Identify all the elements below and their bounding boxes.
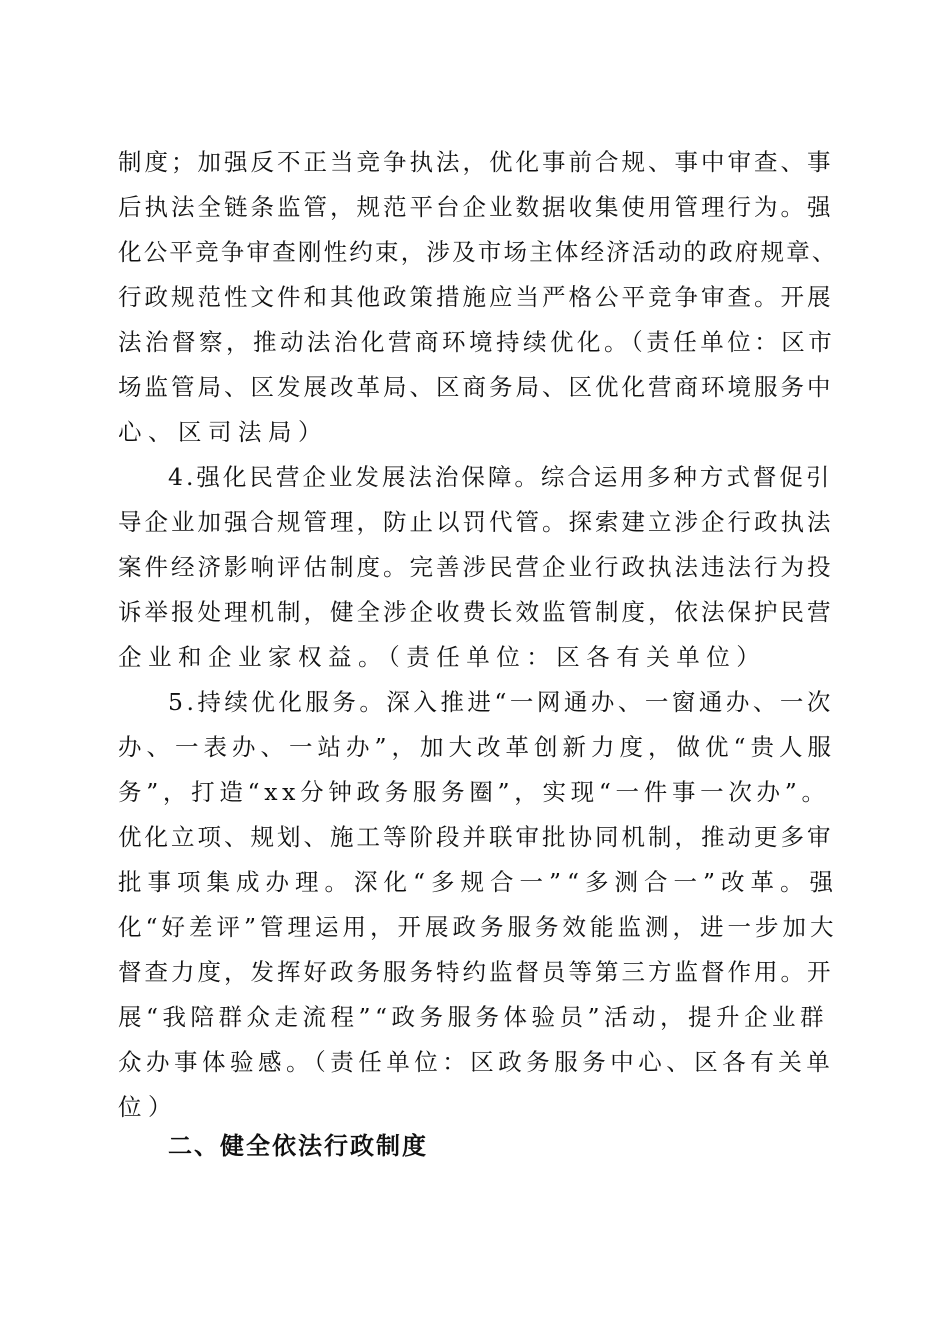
paragraph-line: 场监管局、区发展改革局、区商务局、区优化营商环境服务中 bbox=[118, 373, 834, 401]
paragraph-line: 案件经济影响评估制度。完善涉民营企业行政执法违法行为投 bbox=[118, 553, 834, 581]
paragraph-line: 督查力度，发挥好政务服务特约监督员等第三方监督作用。开 bbox=[118, 958, 834, 986]
paragraph-line: 批事项集成办理。深化“多规合一”“多测合一”改革。强 bbox=[118, 868, 840, 896]
paragraph-line: 心、区司法局） bbox=[118, 418, 328, 446]
paragraph-line: 行政规范性文件和其他政策措施应当严格公平竞争审查。开展 bbox=[118, 283, 834, 311]
paragraph-line: 导企业加强合规管理，防止以罚代管。探索建立涉企行政执法 bbox=[118, 508, 834, 536]
paragraph-line: 诉举报处理机制，健全涉企收费长效监管制度，依法保护民营 bbox=[118, 598, 834, 626]
paragraph-line: 5.持续优化服务。深入推进“一网通办、一窗通办、一次 bbox=[168, 688, 834, 716]
paragraph-line: 制度；加强反不正当竞争执法，优化事前合规、事中审查、事 bbox=[118, 148, 834, 176]
paragraph-line: 后执法全链条监管，规范平台企业数据收集使用管理行为。强 bbox=[118, 193, 834, 221]
paragraph-line: 众办事体验感。（责任单位：区政务服务中心、区各有关单 bbox=[118, 1048, 835, 1076]
paragraph-line: 化公平竞争审查刚性约束，涉及市场主体经济活动的政府规章、 bbox=[118, 238, 838, 266]
paragraph-line: 4.强化民营企业发展法治保障。综合运用多种方式督促引 bbox=[168, 463, 833, 491]
section-heading: 二、健全依法行政制度 bbox=[168, 1132, 428, 1160]
paragraph-line: 法治督察，推动法治化营商环境持续优化。（责任单位：区市 bbox=[118, 328, 836, 356]
paragraph-line: 位） bbox=[118, 1093, 178, 1121]
paragraph-line: 优化立项、规划、施工等阶段并联审批协同机制，推动更多审 bbox=[118, 823, 834, 851]
paragraph-line: 务”，打造“xx分钟政务服务圈”，实现“一件事一次办”。 bbox=[118, 778, 830, 806]
paragraph-line: 化“好差评”管理运用，开展政务服务效能监测，进一步加大 bbox=[118, 913, 838, 941]
paragraph-line: 企业和企业家权益。（责任单位：区各有关单位） bbox=[118, 643, 767, 671]
paragraph-line: 办、一表办、一站办”，加大改革创新力度，做优“贵人服 bbox=[118, 733, 837, 761]
paragraph-line: 展“我陪群众走流程”“政务服务体验员”活动，提升企业群 bbox=[118, 1003, 829, 1031]
